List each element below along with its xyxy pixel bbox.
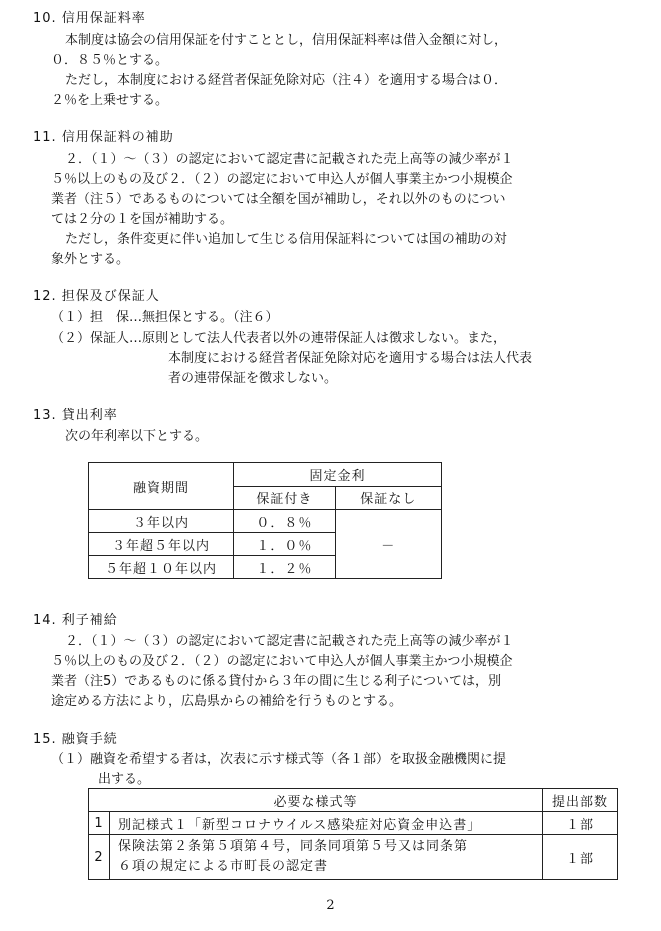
- rate-cell: １．２％: [234, 556, 336, 579]
- form-description: [110, 835, 543, 880]
- section-11-title: 11. 信用保証料の補助: [33, 130, 174, 145]
- section-14-line: ５％以上のもの及び２．（２）の認定において申込人が個人事業主かつ小規模企: [51, 654, 513, 669]
- section-12-title: 12. 担保及び保証人: [33, 289, 160, 304]
- header-period: 融資期間: [89, 463, 234, 510]
- period-cell: ３年以内: [89, 510, 234, 533]
- section-11-line: ただし，条件変更に伴い追加して生じる信用保証料については国の補助の対: [65, 232, 507, 247]
- header-without-guarantee: 保証なし: [335, 486, 441, 510]
- section-14-line: 途定める方法により，広島県からの補給を行うものとする。: [51, 694, 403, 709]
- header-with-guarantee: 保証付き: [234, 486, 336, 510]
- rate-cell: １．０％: [234, 533, 336, 556]
- row-number: 2: [89, 835, 110, 880]
- form-description: 別記様式１「新型コロナウイルス感染症対応資金申込書」: [110, 812, 543, 835]
- section-10-line: ただし，本制度における経営者保証免除対応（注４）を適用する場合は０．: [65, 73, 508, 88]
- section-15-line: （１）融資を希望する者は，次表に示す様式等（各１部）を取扱金融機関に提: [51, 752, 507, 767]
- section-11-line: ５％以上のもの及び２．（２）の認定において申込人が個人事業主かつ小規模企: [51, 172, 513, 187]
- section-13-line: 次の年利率以下とする。: [65, 429, 209, 444]
- section-15-line: 出する。: [98, 772, 151, 787]
- section-12-line: （２）保証人…原則として法人代表者以外の連帯保証人は徴求しない。また，: [51, 331, 507, 346]
- section-11-line: 業者（注５）であるものについては全額を国が補助し，それ以外のものについ: [51, 192, 506, 207]
- section-15-title: 15. 融資手続: [33, 732, 118, 747]
- section-10-title: 10. 信用保証料率: [33, 11, 146, 26]
- interest-rate-table: [88, 462, 442, 579]
- section-11-line: ては２分の１を国が補助する。: [51, 212, 234, 227]
- period-cell: ３年超５年以内: [89, 533, 234, 556]
- copies-cell: １部: [543, 835, 618, 880]
- header-copies: 提出部数: [543, 789, 618, 812]
- copies-cell: １部: [543, 812, 618, 835]
- application-forms-table: [88, 788, 618, 880]
- section-10-line: ２％を上乗せする。: [51, 93, 169, 108]
- section-11-line: 象外とする。: [51, 252, 130, 267]
- section-10-line: 本制度は協会の信用保証を付すこととし，信用保証料率は借入金額に対し，: [65, 33, 508, 48]
- period-cell: ５年超１０年以内: [89, 556, 234, 579]
- page-number: 2: [326, 898, 335, 913]
- header-fixed-rate: 固定金利: [234, 463, 442, 487]
- rate-cell: ０．８％: [234, 510, 336, 533]
- section-12-line: 者の連帯保証を徴求しない。: [168, 371, 338, 386]
- section-14-line: 業者（注5）であるものに係る貸付から３年の間に生じる利子については，別: [51, 674, 502, 689]
- section-10-line: ０．８５％とする。: [51, 53, 169, 68]
- no-guarantee-cell: －: [335, 510, 441, 579]
- header-forms: 必要な様式等: [89, 789, 543, 812]
- section-14-title: 14. 利子補給: [33, 613, 118, 628]
- section-12-line: （１）担 保…無担保とする。（注６）: [51, 310, 279, 325]
- section-11-line: ２．（１）～（３）の認定において認定書に記載された売上高等の減少率が１: [65, 152, 514, 167]
- section-13-title: 13. 貸出利率: [33, 408, 118, 423]
- section-14-line: ２．（１）～（３）の認定において認定書に記載された売上高等の減少率が１: [65, 634, 514, 649]
- form-description-line: ６項の規定による市町長の認定書: [118, 859, 329, 874]
- section-12-line: 本制度における経営者保証免除対応を適用する場合は法人代表: [168, 351, 533, 366]
- form-description-line: 保険法第２条第５項第４号，同条同項第５号又は同条第: [118, 839, 469, 854]
- row-number: 1: [89, 812, 110, 835]
